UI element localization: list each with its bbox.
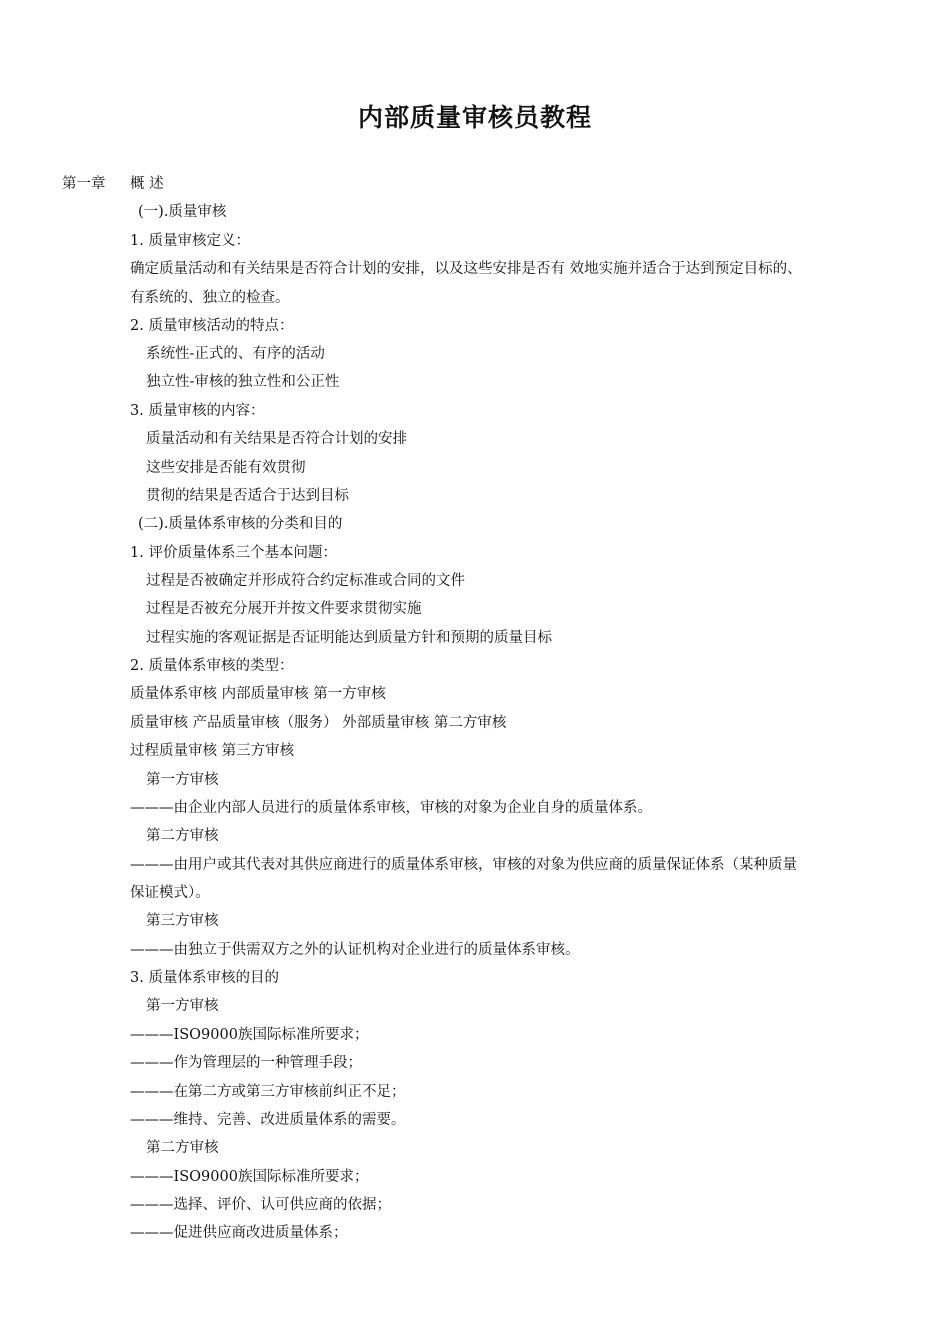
body-text: 确定质量活动和有关结果是否符合计划的安排，以及这些安排是否有 效地实施并适合于达到预定目标的、	[130, 261, 802, 277]
sub-heading: 第一方审核	[146, 998, 219, 1014]
body-text: 过程是否被确定并形成符合约定标准或合同的文件	[146, 573, 465, 589]
body-text: 过程是否被充分展开并按文件要求贯彻实施	[146, 601, 422, 617]
document-title: 内部质量审核员教程	[357, 103, 592, 132]
section-heading: (一).质量审核	[138, 204, 227, 220]
numbered-item: 1. 质量审核定义：	[130, 233, 250, 249]
body-text: 质量审核 产品质量审核（服务） 外部质量审核 第二方审核	[130, 715, 507, 731]
numbered-item: 2. 质量审核活动的特点：	[130, 318, 294, 334]
body-text: 这些安排是否能有效贯彻	[146, 460, 306, 476]
body-text: ———由独立于供需双方之外的认证机构对企业进行的质量体系审核。	[130, 942, 580, 958]
sub-heading: 第二方审核	[146, 828, 219, 844]
list-item: ———ISO9000族国际标准所要求；	[130, 1169, 369, 1185]
list-item: ———在第二方或第三方审核前纠正不足；	[130, 1084, 406, 1100]
numbered-item: 1. 评价质量体系三个基本问题：	[130, 545, 337, 561]
section-heading: (二).质量体系审核的分类和目的	[138, 516, 343, 532]
chapter-number: 第一章	[62, 176, 106, 192]
sub-heading: 第三方审核	[146, 913, 219, 929]
body-text: 质量体系审核 内部质量审核 第一方审核	[130, 686, 386, 702]
body-text: 保证模式）。	[130, 885, 210, 901]
list-item: ———维持、完善、改进质量体系的需要。	[130, 1112, 406, 1128]
list-item: ———ISO9000族国际标准所要求；	[130, 1027, 369, 1043]
body-text: 有系统的、独立的检查。	[130, 290, 290, 306]
body-text: ———由用户或其代表对其供应商进行的质量体系审核，审核的对象为供应商的质量保证体系（某种质量	[130, 857, 797, 873]
chapter-heading	[62, 174, 164, 194]
list-item: ———作为管理层的一种管理手段；	[130, 1055, 362, 1071]
sub-heading: 第二方审核	[146, 1140, 219, 1156]
numbered-item: 2. 质量体系审核的类型：	[130, 658, 294, 674]
list-item: ———选择、评价、认可供应商的依据；	[130, 1197, 391, 1213]
body-text: ———由企业内部人员进行的质量体系审核，审核的对象为企业自身的质量体系。	[130, 800, 652, 816]
body-text: 贯彻的结果是否适合于达到目标	[146, 488, 349, 504]
numbered-item: 3. 质量审核的内容：	[130, 403, 265, 419]
body-text: 过程质量审核 第三方审核	[130, 743, 295, 759]
body-text: 过程实施的客观证据是否证明能达到质量方针和预期的质量目标	[146, 630, 552, 646]
body-text: 质量活动和有关结果是否符合计划的安排	[146, 431, 407, 447]
sub-heading: 第一方审核	[146, 772, 219, 788]
numbered-item: 3. 质量体系审核的目的	[130, 970, 279, 986]
body-text: 独立性-审核的独立性和公正性	[146, 374, 340, 390]
body-text: 系统性-正式的、有序的活动	[146, 346, 325, 362]
list-item: ———促进供应商改进质量体系；	[130, 1225, 348, 1241]
chapter-name: 概 述	[130, 176, 164, 192]
